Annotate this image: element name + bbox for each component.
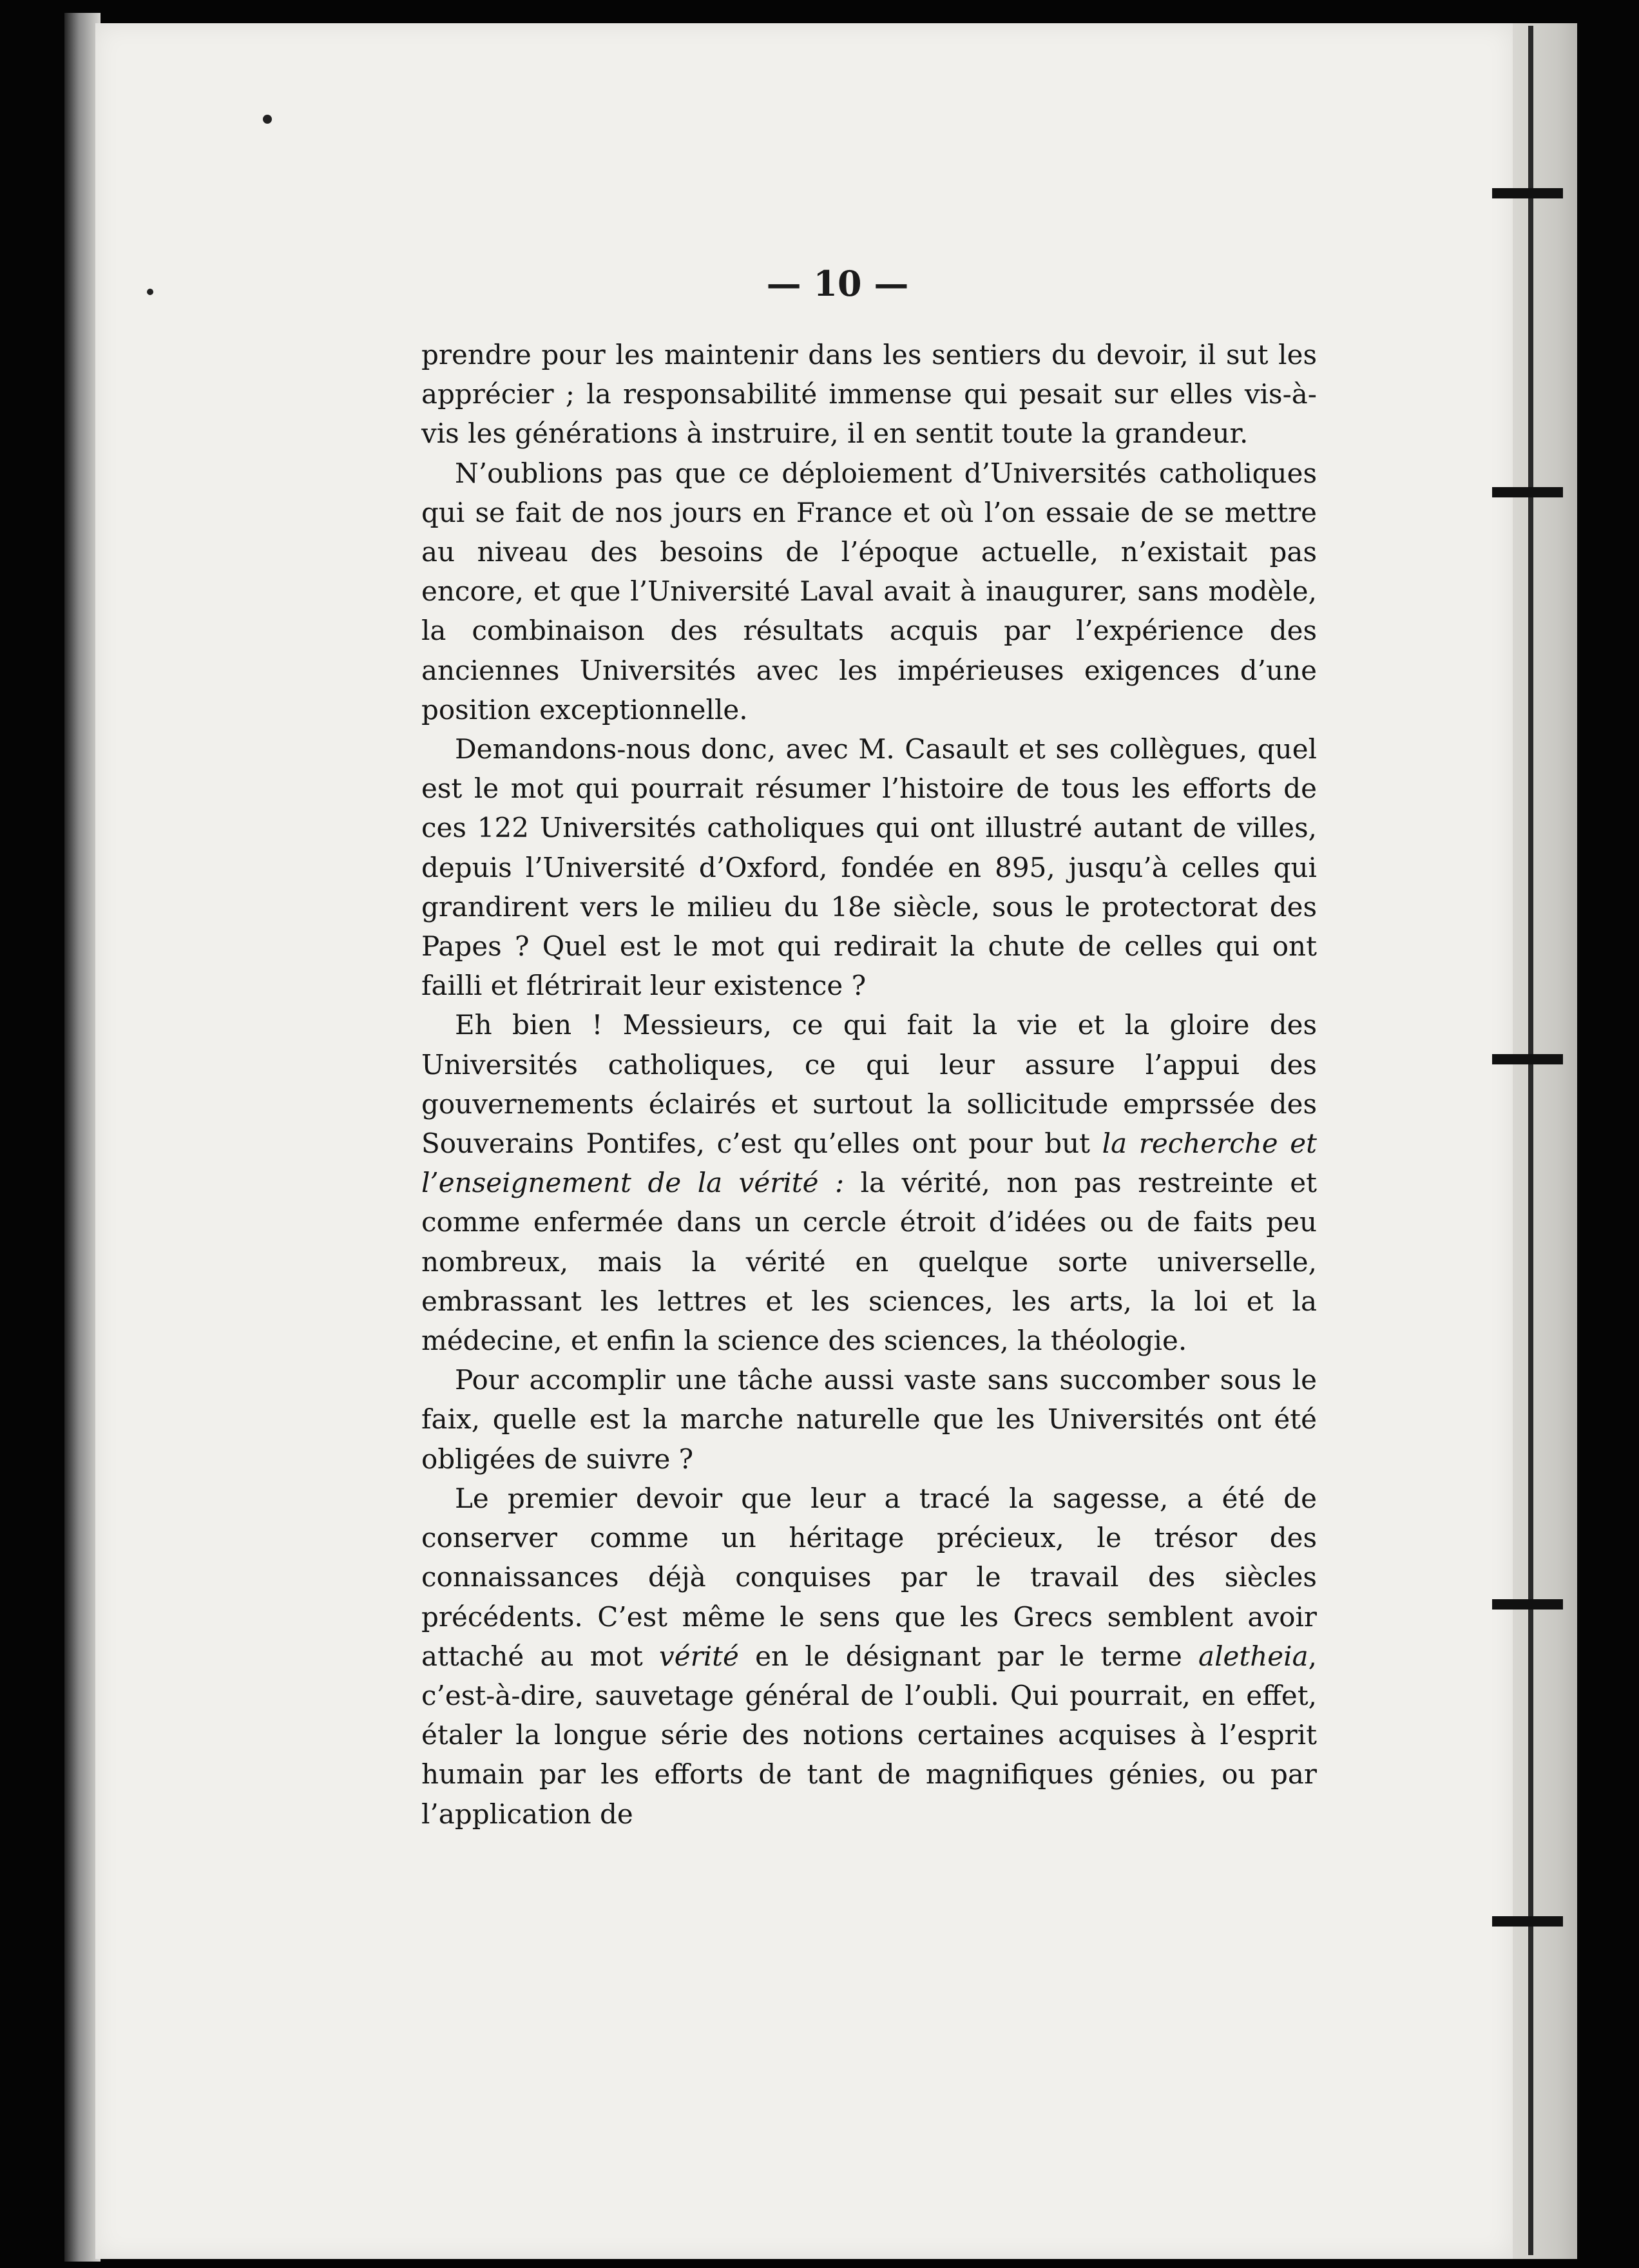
text-run: en le désignant par le terme bbox=[738, 1640, 1199, 1672]
paragraph bbox=[421, 1005, 1317, 1360]
ink-speck bbox=[147, 289, 153, 295]
text-run: Demandons-nous donc, avec M. Casault et ses collègues, quel est le mot qui pourrait résumer l’histoire de tous les efforts de ces 122 Universités catholiques qui ont illustré autant de villes, depuis l’Université d’Oxford, fondée en 895, jusqu’à celles qui grandirent vers le milieu du 18e siècle, sous le protectorat des Papes ? Quel est le mot qui redirait la chute de celles qui ont failli et flétrirait leur existence ? bbox=[421, 733, 1317, 1002]
binding-stitch bbox=[1492, 188, 1563, 198]
binding-stitch bbox=[1492, 1916, 1563, 1927]
paragraph bbox=[421, 1479, 1317, 1834]
text-run: la vérité, non pas restreinte et comme enfermée dans un cercle étroit d’idées ou de faits peu nombreux, mais la vérité en quelque sorte universelle, embrassant les lettres et les sciences, les arts, la loi et la médecine, et enfin la science des sciences, la théologie. bbox=[421, 1167, 1317, 1357]
italic-text: la recherche et l’enseignement de la vérité : bbox=[421, 1128, 1317, 1199]
page-number: — 10 — bbox=[766, 263, 909, 304]
binding-stitch bbox=[1492, 487, 1563, 497]
italic-text: aletheia bbox=[1198, 1640, 1308, 1672]
binding-stitch bbox=[1492, 1054, 1563, 1064]
ink-speck bbox=[263, 115, 272, 124]
text-run: , c’est-à-dire, sauvetage général de l’oubli. Qui pourrait, en effet, étaler la longue série des notions certaines acquises à l’esprit humain par les efforts de tant de magnifiques génies, ou par l’application de bbox=[421, 1640, 1317, 1830]
text-run: prendre pour les maintenir dans les sentiers du devoir, il sut les apprécier ; la responsabilité immense qui pesait sur elles vis-à-vis les générations à instruire, il en sentit toute la grandeur. bbox=[421, 339, 1317, 450]
italic-text: vérité bbox=[659, 1640, 739, 1672]
text-run: Eh bien ! Messieurs, ce qui fait la vie et la gloire des Universités catholiques, ce qui leur assure l’appui des gouvernements éclairés et surtout la sollicitude emprssée des Souverains Pontifes, c’est qu’elles ont pour but bbox=[421, 1009, 1317, 1160]
text-run: Le premier devoir que leur a tracé la sagesse, a été de conserver comme un héritage précieux, le trésor des connaissances déjà conquises par le travail des siècles précédents. C’est même le sens que les Grecs semblent avoir attaché au mot bbox=[421, 1482, 1317, 1672]
paragraph bbox=[421, 1360, 1317, 1479]
page-body-text bbox=[421, 335, 1317, 1834]
paragraph bbox=[421, 454, 1317, 729]
paragraph bbox=[421, 729, 1317, 1005]
paragraph bbox=[421, 335, 1317, 454]
binding-stitch bbox=[1492, 1599, 1563, 1610]
text-run: N’oublions pas que ce déploiement d’Universités catholiques qui se fait de nos jours en France et où l’on essaie de se mettre au niveau des besoins de l’époque actuelle, n’existait pas encore, et que l’Université Laval avait à inaugurer, sans modèle, la combinaison des résultats acquis par l’expérience des anciennes Universités avec les impérieuses exigences d’une position exceptionnelle. bbox=[421, 457, 1317, 726]
text-run: Pour accomplir une tâche aussi vaste sans succomber sous le faix, quelle est la marche naturelle que les Universités ont été obligées de suivre ? bbox=[421, 1364, 1317, 1475]
